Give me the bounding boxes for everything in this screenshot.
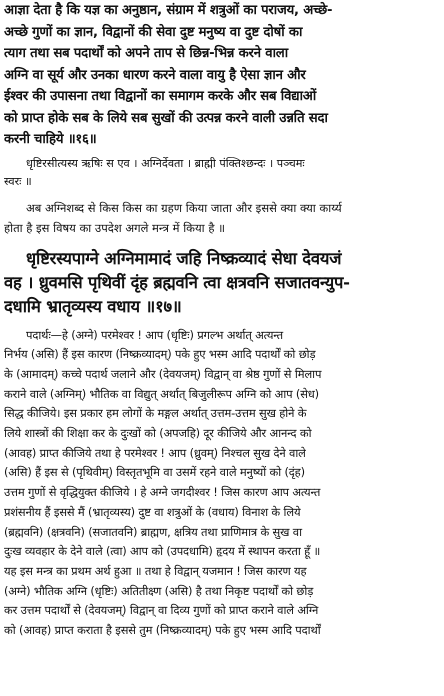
commentary-line: निर्भय (असि) हैं इस कारण (निष्क्रव्यादम्) पके हुए भस्म आदि पदार्थों को छोड़	[4, 347, 316, 362]
commentary-line: सिद्ध कीजिये। इस प्रकार हम लोगों के मङ्गल अर्थात् उत्तम-उत्तम सुख होने के	[4, 406, 307, 421]
commentary-line: दुःख व्यवहार के देने वाले (त्वा) आप को (उपदधामि) हृदय में स्थापन करता हूँ ॥	[4, 544, 321, 559]
commentary-line: के (आमादम्) कच्चे पदार्थ जलाने और (देवयजम्) विद्वान् वा श्रेष्ठ गुणों से मिलाप	[4, 366, 322, 381]
text-line: आज्ञा देता है कि यज्ञ का अनुष्ठान, संग्राम में शत्रुओं का पराजय, अच्छे-	[4, 3, 333, 18]
text-line: को प्राप्त होके सब के लिये सब सुखों की उत्पन्न करने वाली उन्नति सदा	[4, 110, 328, 126]
text-line: करनी चाहिये ॥१६॥	[4, 132, 97, 147]
commentary-line: (ब्रह्मवनि) (क्षत्रवनि) (सजातवनि) ब्राह्मण, क्षत्रिय तथा प्राणिमात्र के सुख वा	[4, 524, 302, 539]
book-page	[4, 0, 440, 641]
commentary-line: प्रशंसनीय हैं इससे मैं (भ्रातृव्यस्य) दुष्ट वा शत्रुओं के (वधाय) विनाश के लिये	[4, 504, 301, 519]
commentary-line: कराने वाले (अग्निम्) भौतिक वा विद्युत् अर्थात् बिजुलीरूप अग्नि को आप (सेध)	[4, 386, 319, 401]
text-line: अग्नि वा सूर्य और उनका धारण करने वाला वायु है ऐसा ज्ञान और	[4, 67, 306, 83]
commentary-line: उत्तम गुणों से वृद्धियुक्त कीजिये । हे अग्ने जगदीश्वर ! जिस कारण आप अत्यन्त	[4, 485, 321, 500]
metadata-line: धृष्टिरसीत्यस्य ऋषिः स एव । अग्निर्देवता । ब्राह्मी पंक्तिश्छन्दः । पञ्चमः	[26, 156, 305, 170]
mantra-line: दधामि भ्रातृव्यस्य वधाय ॥१७॥	[4, 296, 182, 316]
commentary-line: लिये शास्त्रों की शिक्षा कर के दुःखों को (अपजहि) दूर कीजिये और आनन्द को	[4, 426, 312, 441]
commentary-line: पदार्थः—हे (अग्ने) परमेश्वर ! आप (धृष्टिः) प्रगल्भ अर्थात् अत्यन्त	[26, 327, 283, 342]
topic-intro	[4, 198, 440, 238]
intro-line: होता है इस विषय का उपदेश अगले मन्त्र में किया है ॥	[4, 220, 225, 235]
mantra-line: धृष्टिरस्यपाग्ने अग्निमामादं जहि निष्क्रव्यादं सेधा देवयजं	[26, 248, 342, 268]
word-meaning-commentary	[4, 326, 440, 641]
metadata-line: स्वरः ॥	[4, 174, 32, 188]
top-paragraph	[4, 0, 440, 151]
text-line: अच्छे गुणों का ज्ञान, विद्वानों की सेवा दुष्ट मनुष्य वा दुष्ट दोषों का	[4, 24, 303, 40]
text-line: त्याग तथा सब पदार्थों को अपने ताप से छिन्न-भिन्न करने वाला	[4, 46, 288, 61]
commentary-line: कर उत्तम पदार्थों से (देवयजम्) विद्वान् वा दिव्य गुणों को प्राप्त कराने वाले अग्नि	[4, 603, 319, 618]
mantra-verse	[4, 247, 440, 319]
mantra-metadata	[4, 155, 440, 191]
commentary-line: यह इस मन्त्र का प्रथम अर्थ हुआ ॥ तथा हे विद्वान् यजमान ! जिस कारण यह	[4, 563, 307, 578]
text-line: ईश्वर की उपासना तथा विद्वानों का समागम करके और सब विद्याओं	[4, 89, 317, 104]
commentary-line: को (आवह) प्राप्त कराता है इससे तुम (निष्क्रव्यादम्) पके हुए भस्म आदि पदार्थों	[4, 623, 321, 638]
mantra-line: वह । ध्रुवमसि पृथिवीं दृंह ब्रह्मवनि त्वा क्षत्रवनि सजातवन्युप-	[4, 272, 350, 292]
commentary-line: (आवह) प्राप्त कीजिये तथा हे परमेश्वर ! आप (ध्रुवम्) निश्चल सुख देने वाले	[4, 445, 306, 460]
commentary-line: (अग्ने) भौतिक अग्नि (धृष्टिः) अतितीक्ष्ण (असि) है तथा निकृष्ट पदार्थों को छोड़	[4, 583, 314, 598]
commentary-line: (असि) हैं इस से (पृथिवीम्) विस्तृतभूमि वा उसमें रहने वाले मनुष्यों को (दृंह)	[4, 465, 305, 480]
intro-line: अब अग्निशब्द से किस किस का ग्रहण किया जाता और इससे क्या क्या कार्य्य	[26, 200, 342, 215]
